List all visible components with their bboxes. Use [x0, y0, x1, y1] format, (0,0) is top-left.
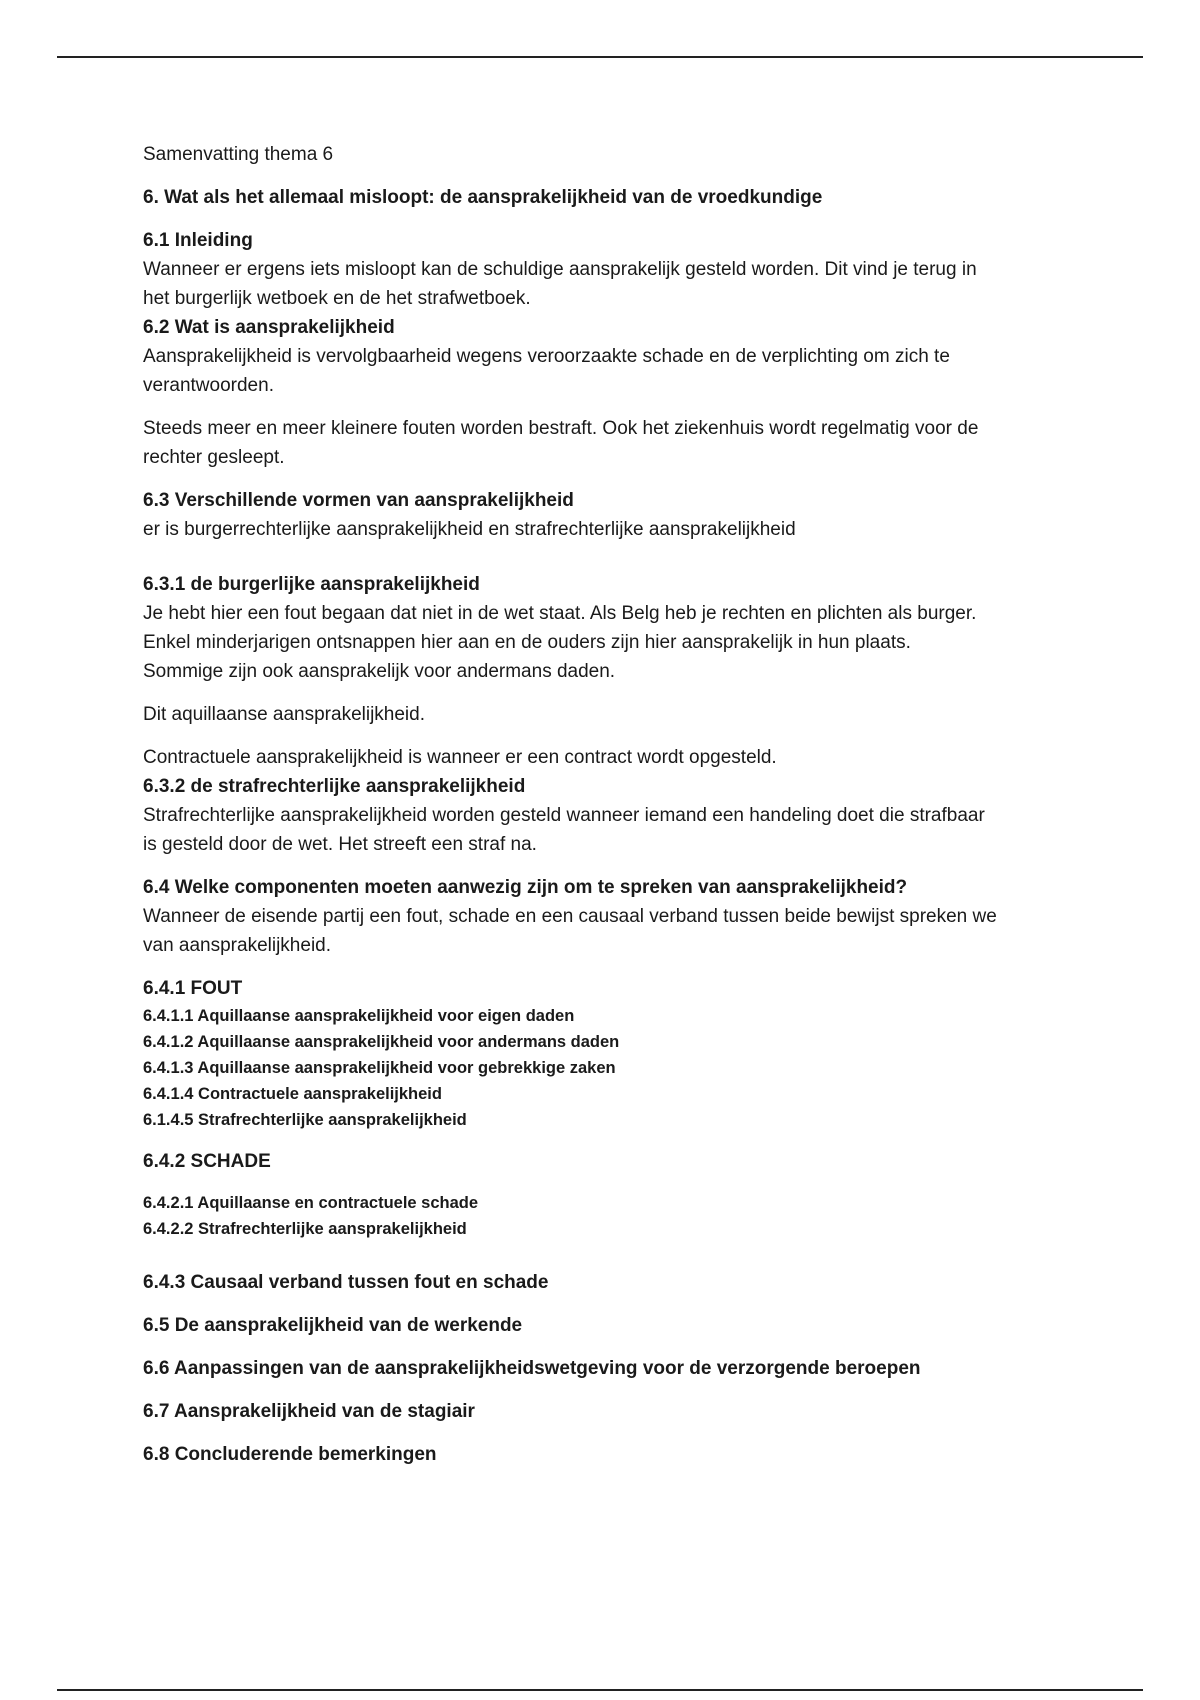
document-body	[143, 140, 1063, 1469]
footer-rule	[57, 1689, 1143, 1691]
section-heading-6-2: 6.2 Wat is aansprakelijkheid	[143, 317, 395, 338]
paragraph-line: verantwoorden.	[143, 375, 274, 396]
section-heading-6-8: 6.8 Concluderende bemerkingen	[143, 1444, 437, 1465]
section-heading-6-4-3: 6.4.3 Causaal verband tussen fout en schade	[143, 1272, 549, 1293]
paragraph-line: het burgerlijk wetboek en de het strafwetboek.	[143, 288, 531, 309]
subsection-item: 6.1.4.5 Strafrechterlijke aansprakelijkheid	[143, 1111, 467, 1129]
paragraph-line: Wanneer er ergens iets misloopt kan de schuldige aansprakelijk gesteld worden. Dit vind je terug in	[143, 259, 977, 280]
subsection-item: 6.4.1.3 Aquillaanse aansprakelijkheid voor gebrekkige zaken	[143, 1059, 616, 1077]
paragraph-line: er is burgerrechterlijke aansprakelijkheid en strafrechterlijke aansprakelijkheid	[143, 519, 796, 540]
paragraph-line: Aansprakelijkheid is vervolgbaarheid wegens veroorzaakte schade en de verplichting om zich te	[143, 346, 950, 367]
section-heading-6-4: 6.4 Welke componenten moeten aanwezig zijn om te spreken van aansprakelijkheid?	[143, 877, 908, 898]
subsection-item: 6.4.1.4 Contractuele aansprakelijkheid	[143, 1085, 442, 1103]
paragraph-line: rechter gesleept.	[143, 447, 285, 468]
paragraph-line: Enkel minderjarigen ontsnappen hier aan en de ouders zijn hier aansprakelijk in hun plaats.	[143, 632, 911, 653]
paragraph-line: Contractuele aansprakelijkheid is wanneer er een contract wordt opgesteld.	[143, 747, 777, 768]
section-heading-6-4-2: 6.4.2 SCHADE	[143, 1151, 271, 1172]
subsection-item: 6.4.1.1 Aquillaanse aansprakelijkheid voor eigen daden	[143, 1007, 575, 1025]
paragraph-line: Steeds meer en meer kleinere fouten worden bestraft. Ook het ziekenhuis wordt regelmatig voor de	[143, 418, 979, 439]
section-heading-6-4-1: 6.4.1 FOUT	[143, 978, 243, 999]
section-heading-6-6: 6.6 Aanpassingen van de aansprakelijkheidswetgeving voor de verzorgende beroepen	[143, 1358, 921, 1379]
subsection-item: 6.4.2.2 Strafrechterlijke aansprakelijkheid	[143, 1220, 467, 1238]
paragraph-line: Sommige zijn ook aansprakelijk voor andermans daden.	[143, 661, 616, 682]
paragraph-line: Je hebt hier een fout begaan dat niet in de wet staat. Als Belg heb je rechten en plichten als burger.	[143, 603, 977, 624]
section-heading-6-3-2: 6.3.2 de strafrechterlijke aansprakelijkheid	[143, 776, 526, 797]
section-heading-6-3: 6.3 Verschillende vormen van aansprakelijkheid	[143, 490, 574, 511]
chapter-heading: 6. Wat als het allemaal misloopt: de aansprakelijkheid van de vroedkundige	[143, 187, 823, 208]
paragraph-line: Dit aquillaanse aansprakelijkheid.	[143, 704, 426, 725]
paragraph-line: Strafrechterlijke aansprakelijkheid worden gesteld wanneer iemand een handeling doet die strafbaar	[143, 805, 985, 826]
paragraph-line: is gesteld door de wet. Het streeft een straf na.	[143, 834, 537, 855]
header-rule	[57, 56, 1143, 58]
section-heading-6-3-1: 6.3.1 de burgerlijke aansprakelijkheid	[143, 574, 480, 595]
section-heading-6-5: 6.5 De aansprakelijkheid van de werkende	[143, 1315, 523, 1336]
paragraph-line: Wanneer de eisende partij een fout, schade en een causaal verband tussen beide bewijst spreken we	[143, 906, 997, 927]
section-heading-6-1: 6.1 Inleiding	[143, 230, 253, 251]
document-subtitle: Samenvatting thema 6	[143, 144, 334, 165]
subsection-item: 6.4.1.2 Aquillaanse aansprakelijkheid voor andermans daden	[143, 1033, 620, 1051]
paragraph-line: van aansprakelijkheid.	[143, 935, 332, 956]
section-heading-6-7: 6.7 Aansprakelijkheid van de stagiair	[143, 1401, 475, 1422]
subsection-item: 6.4.2.1 Aquillaanse en contractuele schade	[143, 1194, 479, 1212]
